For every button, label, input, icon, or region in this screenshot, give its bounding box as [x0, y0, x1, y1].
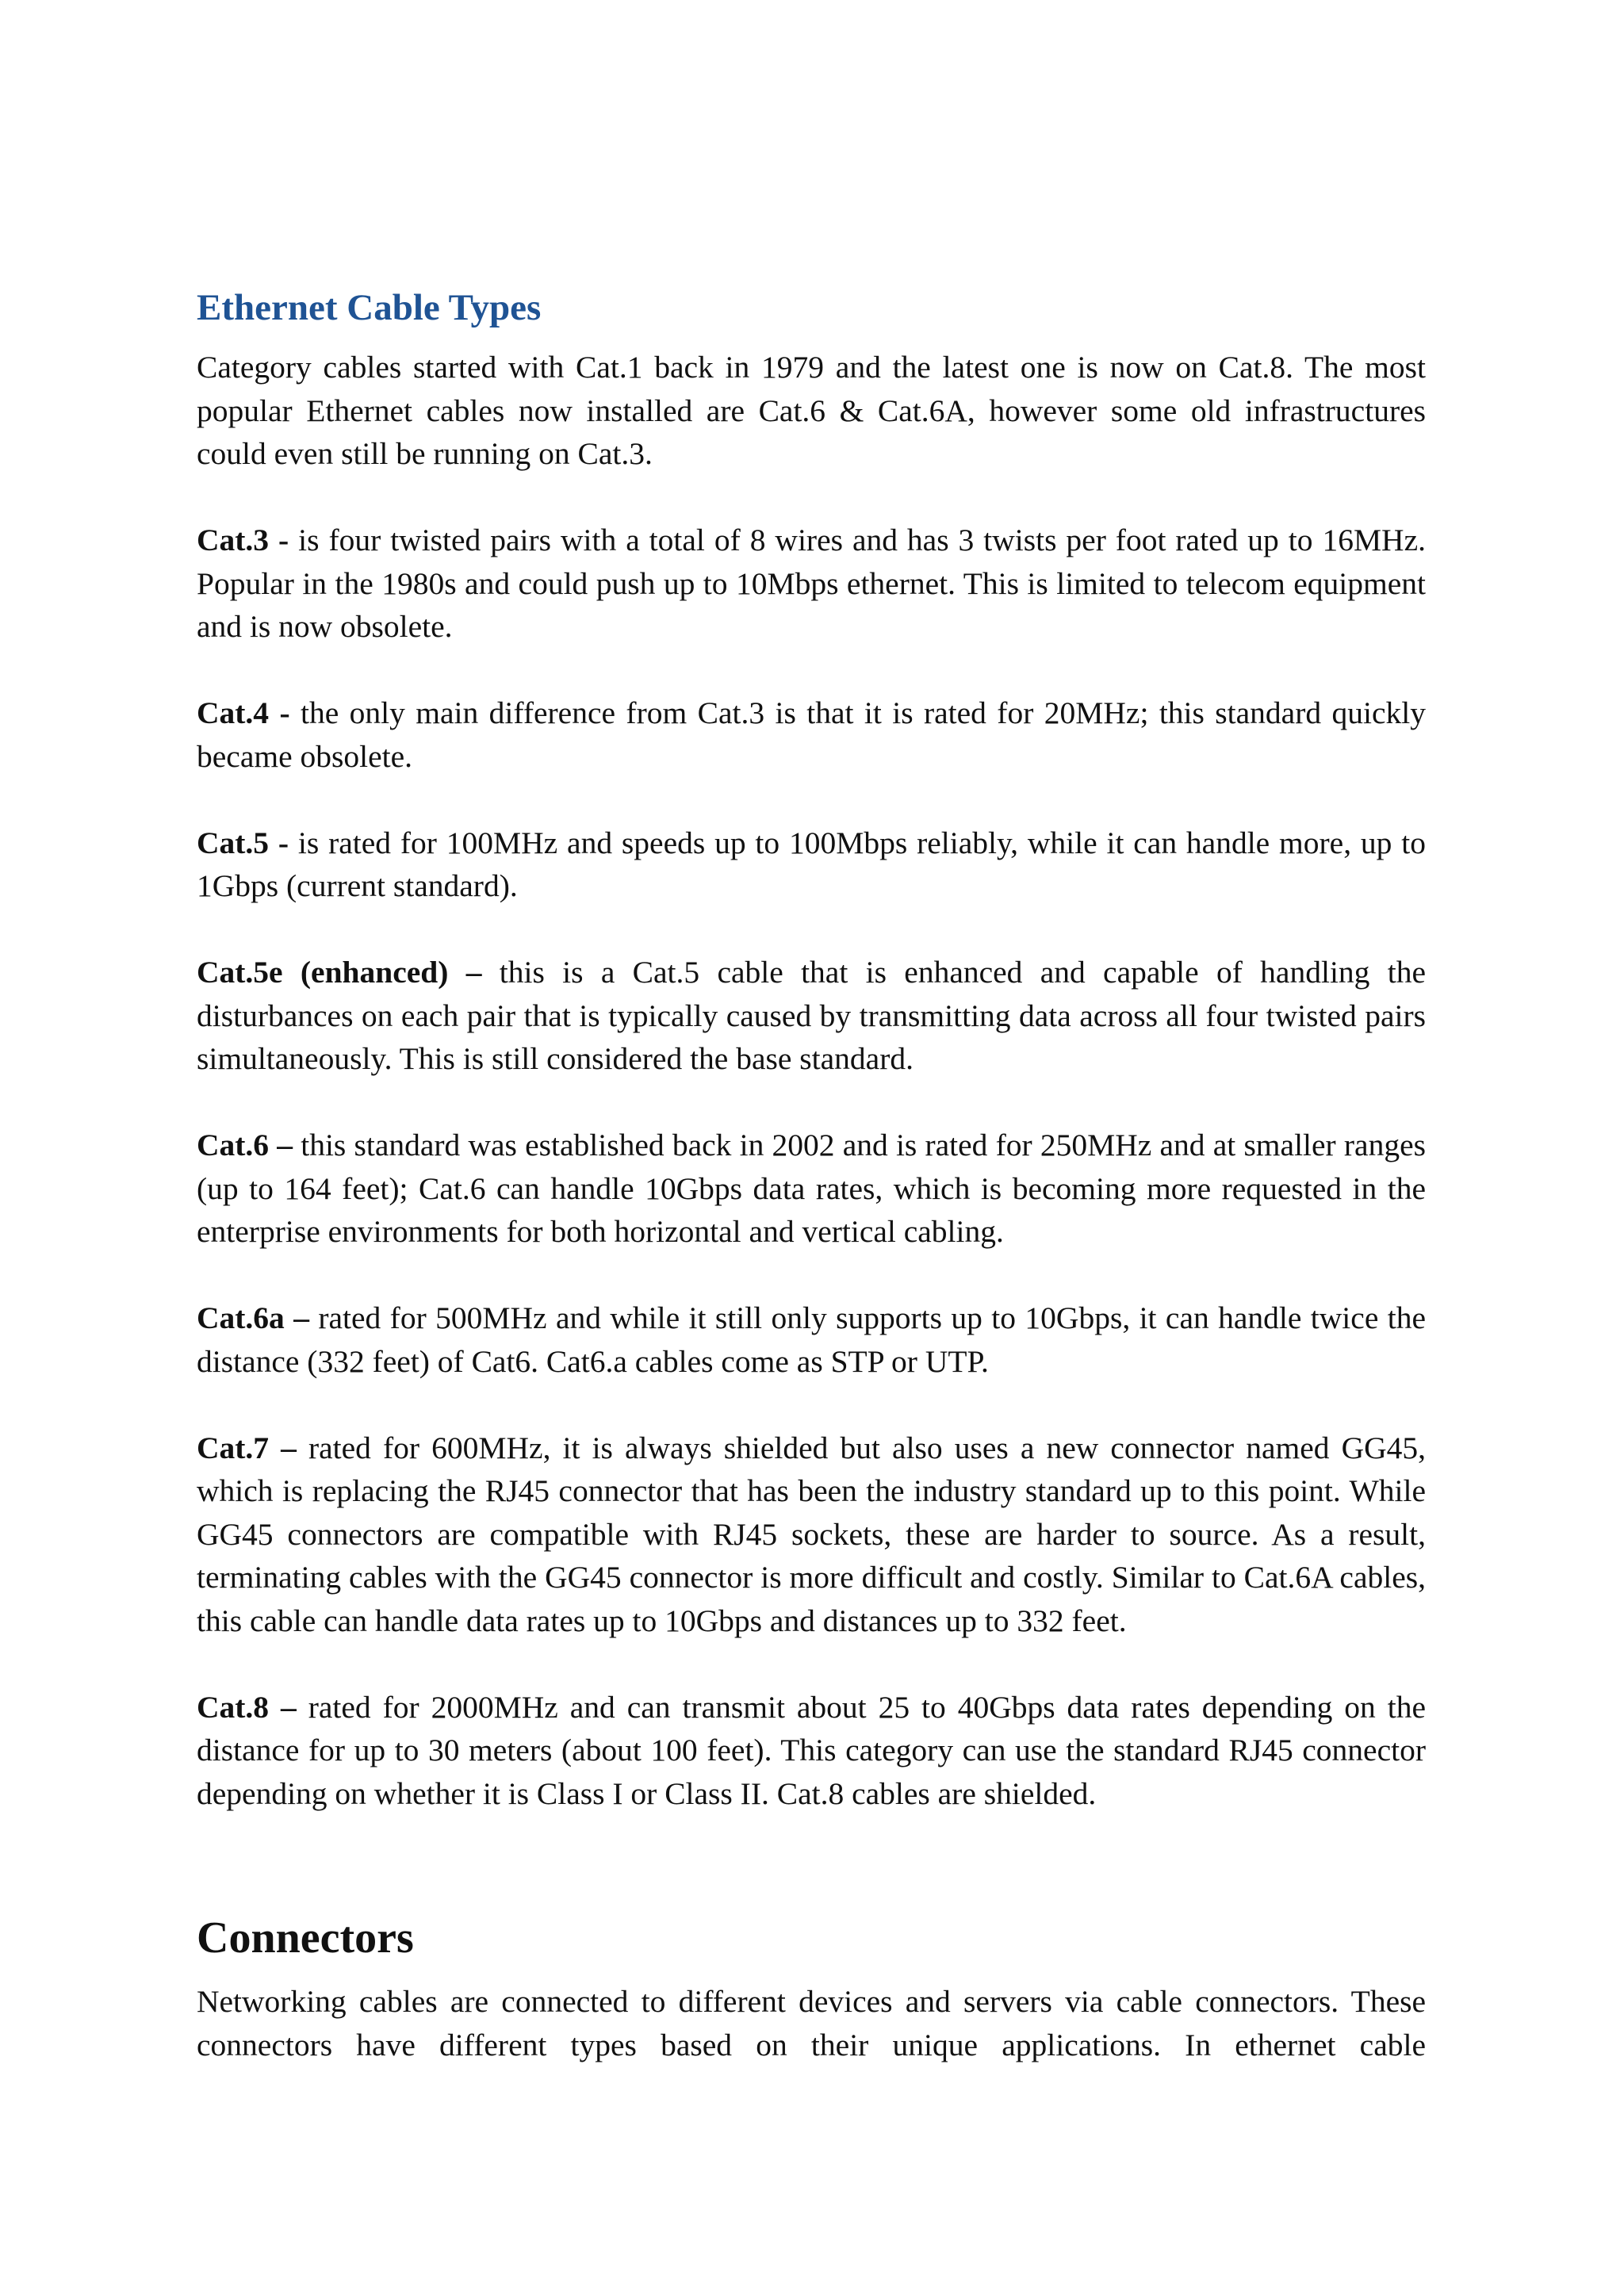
- cat5-paragraph: [197, 821, 1426, 908]
- cat4-text: the only main difference from Cat.3 is that it is rated for 20MHz; this standard quickly became obsolete.: [197, 695, 1426, 774]
- cat6-paragraph: [197, 1124, 1426, 1254]
- cat5e-label: Cat.5e (enhanced) –: [197, 955, 482, 990]
- cat7-text: rated for 600MHz, it is always shielded but also uses a new connector named GG45, which is replacing the RJ45 connector that has been the industry standard up to this point. While GG45 connectors are compatible with RJ45 sockets, these are harder to source. As a result, terminating cables with the GG45 connector is more difficult and costly. Similar to Cat.6A cables, this cable can handle data rates up to 10Gbps and distances up to 332 feet.: [197, 1430, 1426, 1638]
- section-heading-connectors: Connectors: [197, 1913, 414, 1963]
- cat6-label: Cat.6 –: [197, 1128, 293, 1162]
- cat3-label: Cat.3 -: [197, 523, 289, 557]
- cat5e-paragraph: [197, 951, 1426, 1081]
- cat8-text: rated for 2000MHz and can transmit about 25 to 40Gbps data rates depending on the distance for up to 30 meters (about 100 feet). This category can use the standard RJ45 connector depending on whether it is Class I or Class II. Cat.8 cables are shielded.: [197, 1689, 1426, 1811]
- cat3-paragraph: [197, 519, 1426, 649]
- cat8-label: Cat.8 –: [197, 1689, 297, 1725]
- cat6a-paragraph: [197, 1296, 1426, 1383]
- cat3-text: is four twisted pairs with a total of 8 wires and has 3 twists per foot rated up to 16MHz. Popular in the 1980s and could push up to 10Mbps ethernet. This is limited to telecom equipment and is now obsolete.: [197, 523, 1426, 644]
- cat6a-label: Cat.6a –: [197, 1300, 309, 1335]
- cat5-label: Cat.5 -: [197, 825, 289, 860]
- intro-paragraph: Category cables started with Cat.1 back in 1979 and the latest one is now on Cat.8. The most popular Ethernet cables now installed are Cat.6 & Cat.6A, however some old infrastructures could even still be running on Cat.3.: [197, 350, 1426, 471]
- cat5e-text: this is a Cat.5 cable that is enhanced and capable of handling the disturbances on each pair that is typically caused by transmitting data across all four twisted pairs simultaneously. This is still considered the base standard.: [197, 955, 1426, 1076]
- cat8-paragraph: [197, 1686, 1426, 1816]
- cat6-text: this standard was established back in 2002 and is rated for 250MHz and at smaller ranges (up to 164 feet); Cat.6 can handle 10Gbps data rates, which is becoming more requested in the enterprise environments for both horizontal and vertical cabling.: [197, 1128, 1426, 1249]
- cat4-label: Cat.4 -: [197, 695, 290, 730]
- cat7-paragraph: [197, 1427, 1426, 1643]
- document-page: [197, 284, 1426, 2066]
- cat5-text: is rated for 100MHz and speeds up to 100Mbps reliably, while it can handle more, up to 1Gbps (current standard).: [197, 825, 1426, 903]
- cat4-paragraph: [197, 691, 1426, 778]
- connectors-intro-paragraph: Networking cables are connected to different devices and servers via cable connectors. These connectors have different types based on their unique applications. In ethernet cable: [197, 1984, 1426, 2062]
- cat6a-text: rated for 500MHz and while it still only supports up to 10Gbps, it can handle twice the distance (332 feet) of Cat6. Cat6.a cables come as STP or UTP.: [197, 1300, 1426, 1379]
- cat7-label: Cat.7 –: [197, 1430, 297, 1465]
- section-heading-ethernet-cable-types: Ethernet Cable Types: [197, 287, 542, 328]
